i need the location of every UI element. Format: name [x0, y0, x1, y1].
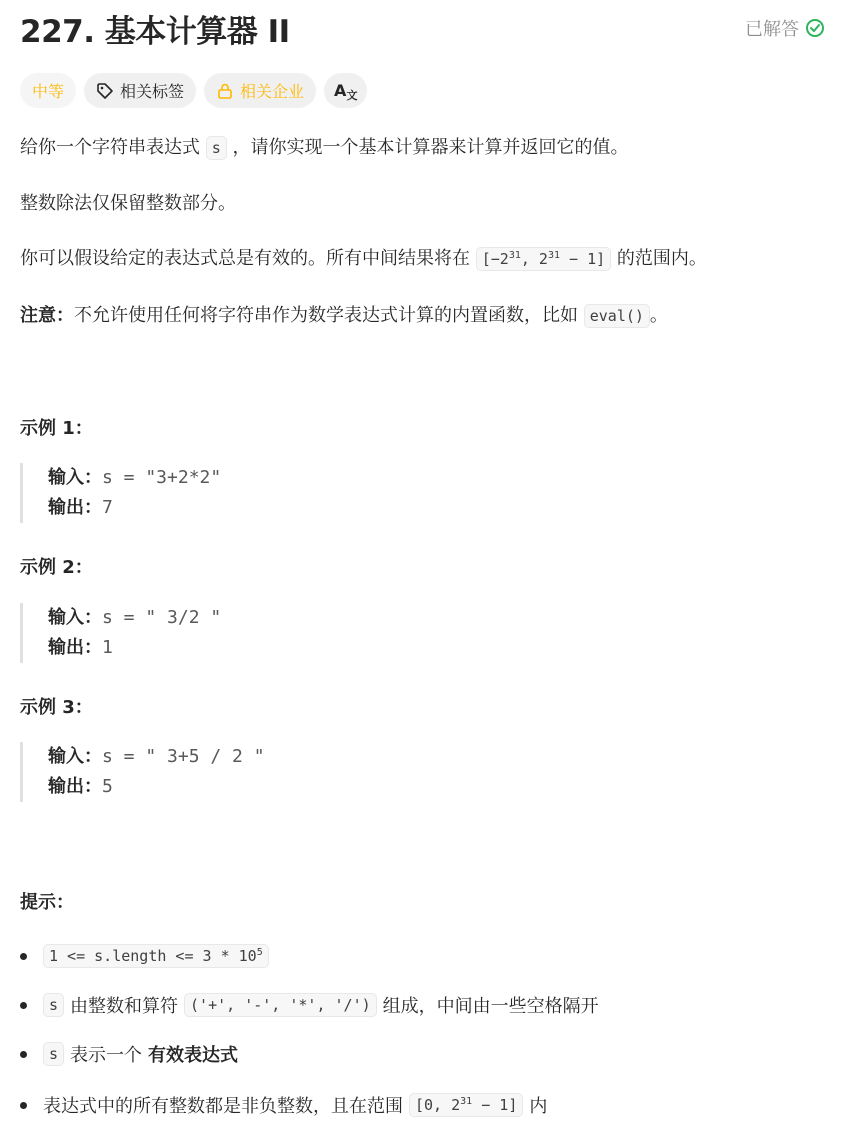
example-3-output: 输出：5 [48, 776, 113, 797]
inline-code: s [43, 1042, 64, 1066]
description-p1: 给你一个字符串表达式 s ，请你实现一个基本计算器来计算并返回它的值。 [20, 137, 629, 158]
solved-label: 已解答 [745, 19, 799, 40]
bullet-dot [20, 953, 27, 960]
companies-label: 相关企业 [240, 82, 305, 101]
hint-item: s 由整数和算符 ('+', '-', '*', '/') 组成，中间由一些空格隔开 [20, 989, 599, 1021]
problem-title[interactable]: 227. 基本计算器 II [20, 13, 290, 50]
description-note: 注意：不允许使用任何将字符串作为数学表达式计算的内置函数，比如 eval() 。 [20, 305, 668, 326]
bullet-dot [20, 1002, 27, 1009]
example-2-input: 输入：s = " 3/2 " [48, 607, 222, 628]
translate-button[interactable] [324, 73, 367, 108]
title-row [20, 8, 825, 48]
solved-status [745, 15, 825, 41]
topics-label: 相关标签 [120, 82, 185, 101]
hint-item [20, 940, 269, 972]
description-p2: 整数除法仅保留整数部分。 [20, 193, 236, 214]
translate-icon: A文 [334, 81, 358, 102]
example-1-block [20, 463, 221, 523]
inline-code: s [206, 136, 227, 160]
hint-item: s 表示一个 有效表达式 [20, 1038, 238, 1070]
hint-item: 表达式中的所有整数都是非负整数，且在范围 [0, $2^{31} - 1$] 内 [20, 1089, 547, 1121]
inline-code: ('+', '-', '*', '/') [184, 993, 377, 1017]
companies-button[interactable] [204, 73, 316, 108]
topics-button[interactable] [84, 73, 196, 108]
example-3-title: 示例 3： [20, 697, 93, 718]
tag-icon [96, 82, 114, 100]
example-2-output: 输出：1 [48, 637, 113, 658]
check-circle-icon [805, 18, 825, 38]
tag-row [20, 73, 367, 108]
inline-code: [0, $2^{31} - 1$] [409, 1093, 523, 1117]
description-p3: 你可以假设给定的表达式总是有效的。所有中间结果将在 [$-2^{31}$, $2^{31} - 1$] 的范围内。 [20, 248, 707, 269]
example-1-input: 输入：s = "3+2*2" [48, 467, 222, 488]
difficulty-badge[interactable] [20, 73, 76, 108]
example-2-block [20, 603, 221, 663]
inline-code: s [43, 993, 64, 1017]
example-1-output: 输出：7 [48, 497, 113, 518]
difficulty-label: 中等 [32, 82, 65, 101]
note-label: 注意： [20, 305, 74, 326]
example-2-title: 示例 2： [20, 557, 93, 578]
range-code: [$-2^{31}$, $2^{31} - 1$] [476, 247, 611, 271]
bullet-dot [20, 1102, 27, 1109]
hints-title: 提示： [20, 892, 74, 913]
example-1-title: 示例 1： [20, 418, 93, 439]
eval-code: eval() [584, 304, 650, 328]
example-3-input: 输入：s = " 3+5 / 2 " [48, 746, 265, 767]
inline-code: 1 <= s.length <= $3 * 10^5$ [43, 944, 269, 968]
lock-icon [216, 82, 234, 100]
example-3-block [20, 742, 265, 802]
bullet-dot [20, 1051, 27, 1058]
